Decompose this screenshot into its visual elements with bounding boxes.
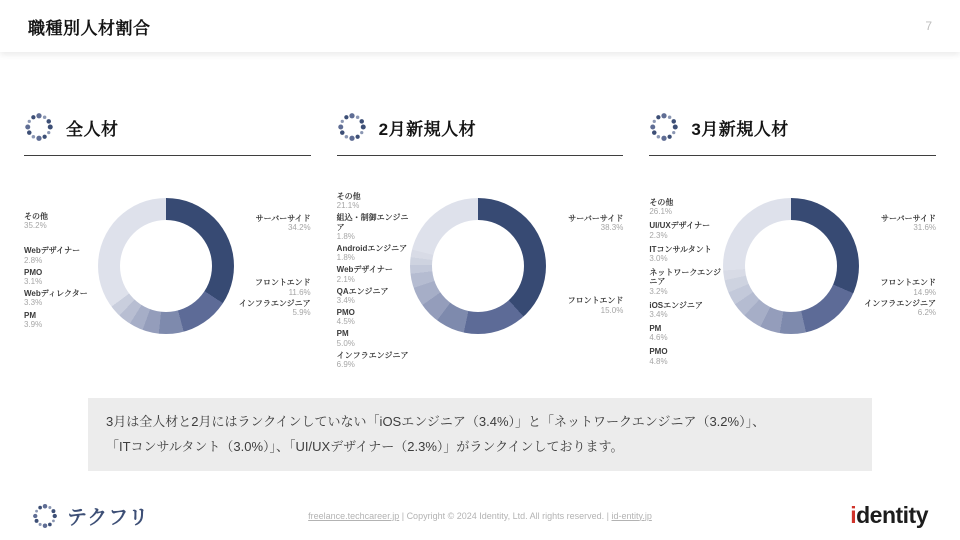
chart-label-name: フロントエンド: [567, 296, 624, 306]
chart-label-value: 3.3%: [24, 298, 43, 308]
chart-labels-right: [859, 190, 936, 352]
chart-label-name: フロントエンド: [254, 278, 311, 288]
chart-label: [24, 246, 98, 264]
chart-label: [859, 278, 936, 296]
chart-labels-left: [649, 190, 723, 366]
chart-label-value: 31.6%: [913, 223, 937, 233]
panel-all-personnel: [24, 112, 311, 352]
chart-label: [337, 287, 411, 305]
chart-label-value: 1.8%: [336, 231, 355, 241]
footer-separator: |: [606, 510, 612, 521]
chart-label-value: 38.3%: [600, 223, 624, 233]
page-title: 職種別人材割合: [28, 18, 151, 38]
chart-label-value: 3.1%: [24, 276, 43, 286]
chart-label-name: Webデザイナー: [336, 265, 393, 275]
footer-link-identity[interactable]: id-entity.jp: [611, 510, 652, 521]
panel-title: 2月新規人材: [378, 119, 477, 139]
chart-label: [337, 265, 411, 283]
chart-label: [234, 214, 311, 232]
chart-labels-right: [546, 190, 623, 352]
chart-label-value: 15.0%: [600, 305, 624, 315]
chart-label-name: インフラエンジニア: [864, 298, 937, 308]
panel-header: [649, 112, 936, 156]
chart-label: [649, 301, 723, 319]
techcareer-logo-text: テクフリ: [67, 507, 150, 529]
chart-label: [337, 308, 411, 326]
chart-label-value: 34.2%: [287, 223, 311, 233]
chart-label-name: その他: [649, 198, 674, 207]
chart-label: [337, 329, 411, 347]
chart-label: [649, 198, 723, 216]
chart-label-name: PMO: [336, 308, 355, 318]
chart-label-value: 1.8%: [336, 253, 355, 263]
chart-label-name: Webデザイナー: [24, 246, 81, 256]
chart-label: [649, 324, 723, 342]
chart-label-value: 5.9%: [292, 307, 311, 317]
dot-ring-icon: [32, 503, 58, 529]
chart-label: [337, 213, 411, 241]
panel-header: [337, 112, 624, 156]
dot-ring-icon: [24, 112, 54, 142]
chart-label-name: UI/UXデザイナー: [649, 221, 711, 231]
chart-label-value: 3.9%: [24, 319, 43, 329]
chart-label: [24, 268, 98, 286]
chart-label-value: 4.6%: [649, 333, 668, 343]
identity-logo-rest: dentity: [856, 502, 928, 528]
footer-link-techcareer[interactable]: freelance.techcareer.jp: [308, 510, 400, 521]
chart-label: [859, 214, 936, 232]
chart-label-name: PM: [24, 310, 36, 320]
panel-feb-new-personnel: [336, 112, 624, 369]
chart-label-name: インフラエンジニア: [238, 298, 311, 308]
chart-label-value: 3.2%: [649, 286, 668, 296]
panel-header: [24, 112, 311, 156]
chart-label-value: 35.2%: [24, 221, 47, 231]
chart-label-value: 6.9%: [336, 360, 355, 369]
chart-row: [649, 190, 937, 366]
chart-label: [24, 212, 98, 230]
footer-copyright-text: Copyright © 2024 Identity, Ltd. All rights reserved.: [406, 510, 605, 521]
chart-label: [649, 347, 723, 365]
chart-label: [24, 289, 98, 307]
chart-label: [234, 278, 311, 296]
chart-row: [336, 190, 624, 369]
chart-label-value: 3.4%: [336, 295, 355, 305]
chart-label-name: PMO: [24, 267, 43, 277]
footer-separator: |: [401, 510, 407, 521]
chart-label: [859, 299, 936, 317]
chart-label-name: Androidエンジニア: [336, 243, 408, 253]
chart-label-name: PMO: [649, 347, 668, 357]
chart-label-value: 6.2%: [917, 307, 937, 317]
chart-label-name: ITコンサルタント: [649, 244, 712, 254]
page-number: 7: [925, 19, 932, 33]
slide-footer: [0, 501, 960, 530]
note-box: [88, 398, 872, 471]
chart-label-value: 14.9%: [913, 287, 937, 297]
chart-panels: [0, 112, 960, 369]
chart-label-value: 2.1%: [336, 274, 355, 284]
chart-label-name: QAエンジニア: [336, 286, 389, 296]
chart-label: [337, 192, 411, 210]
note-line: 3月は全人材と2月にはランクインしていない「iOSエンジニア（3.4%）」と「ネットワークエンジニア（3.2%）」、: [106, 414, 766, 429]
slide-header: [0, 0, 960, 52]
chart-label-name: その他: [24, 212, 48, 221]
chart-label-name: PM: [649, 324, 662, 334]
chart-label: [546, 296, 623, 314]
chart-label: [649, 221, 723, 239]
chart-row: [24, 190, 311, 352]
chart-label-value: 11.6%: [288, 287, 311, 297]
chart-label-name: iOSエンジニア: [649, 300, 703, 310]
dot-ring-icon: [649, 112, 679, 142]
chart-label-name: ネットワークエンジニア: [649, 268, 721, 287]
chart-label: [24, 311, 98, 329]
chart-label: [337, 351, 411, 369]
panel-mar-new-personnel: [649, 112, 937, 366]
chart-label-value: 5.0%: [336, 338, 355, 348]
chart-label-value: 4.8%: [649, 356, 668, 366]
donut-chart-feb: [410, 198, 546, 334]
chart-label-value: 26.1%: [649, 207, 673, 217]
donut-chart-all: [98, 198, 234, 334]
chart-label: [649, 268, 723, 296]
donut-chart-mar: [723, 198, 859, 334]
chart-label-name: サーバーサイド: [568, 214, 624, 223]
chart-label-name: Webディレクター: [24, 289, 88, 299]
chart-label: [234, 299, 311, 317]
techcareer-logo: [32, 501, 149, 530]
chart-labels-right: [234, 190, 311, 352]
panel-title: 3月新規人材: [691, 119, 789, 139]
chart-label-value: 2.8%: [24, 255, 43, 265]
chart-labels-left: [24, 190, 98, 352]
identity-logo: [850, 502, 928, 529]
identity-logo-i: i: [850, 502, 857, 528]
chart-label-name: サーバーサイド: [880, 214, 937, 223]
chart-label-name: 組込・制御エンジニア: [336, 213, 409, 232]
chart-label: [337, 244, 411, 262]
chart-label-value: 3.0%: [649, 253, 668, 263]
chart-label: [649, 245, 723, 263]
chart-label: [546, 214, 623, 232]
chart-label-value: 2.3%: [649, 230, 668, 240]
chart-label-value: 21.1%: [336, 201, 360, 211]
chart-label-name: その他: [336, 192, 361, 201]
panel-title: 全人材: [66, 119, 119, 139]
chart-label-name: インフラエンジニア: [336, 350, 409, 360]
chart-label-name: サーバーサイド: [255, 214, 311, 223]
chart-label-value: 3.4%: [649, 309, 668, 319]
dot-ring-icon: [337, 112, 367, 142]
chart-labels-left: [336, 190, 411, 369]
chart-label-value: 4.5%: [336, 317, 355, 327]
chart-label-name: PM: [336, 329, 349, 339]
chart-label-name: フロントエンド: [880, 278, 937, 288]
note-line: 「ITコンサルタント（3.0%）」、「UI/UXデザイナー（2.3%）」がランクインしております。: [106, 439, 624, 455]
